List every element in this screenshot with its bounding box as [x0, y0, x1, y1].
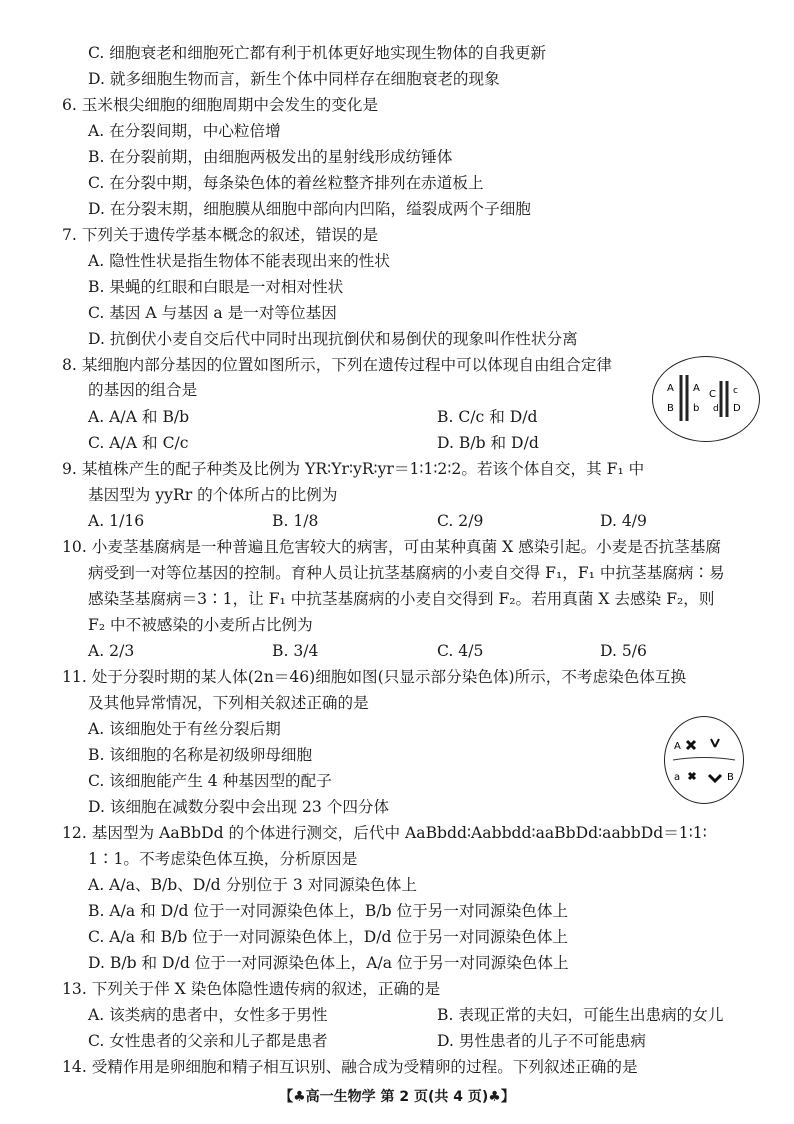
text-line: B. 表现正常的夫妇，可能生出患病的女儿: [437, 1006, 724, 1024]
text-line: D. 4/9: [600, 512, 647, 530]
text-line: 12. 基因型为 AaBbDd 的个体进行测交，后代中 AaBbdd∶Aabbdd∶aaBbDd∶aabbDd＝1∶1∶: [62, 824, 707, 842]
text-line: 及其他异常情况，下列相关叙述正确的是: [88, 694, 369, 712]
text-line: 9. 某植株产生的配子种类及比例为 YR∶Yr∶yR∶yr＝1∶1∶2∶2。若该个体自交，其 F₁ 中: [62, 460, 645, 478]
gene-label: D: [733, 403, 741, 414]
text-line: D. 5/6: [600, 642, 647, 660]
page-footer: 【♣高一生物学 第 2 页(共 4 页)♣】: [279, 1089, 515, 1105]
text-line: D. 就多细胞生物而言，新生个体中同样存在细胞衰老的现象: [88, 70, 500, 88]
text-line: B. 1/8: [272, 512, 319, 530]
text-line: A. 隐性性状是指生物体不能表现出来的性状: [88, 252, 390, 270]
gene-label: C: [709, 389, 716, 400]
q8-chromosome-diagram: [653, 357, 759, 441]
text-line: 基因型为 yyRr 的个体所占的比例为: [88, 486, 338, 504]
gene-label: a: [674, 772, 681, 783]
text-line: 8. 某细胞内部分基因的位置如图所示，下列在遗传过程中可以体现自由组合定律: [62, 356, 613, 374]
text-line: F₂ 中不被感染的小麦所占比例为: [88, 616, 313, 634]
q8-cell-figure: [652, 356, 760, 442]
text-line: A. 该类病的患者中，女性多于男性: [88, 1006, 328, 1024]
text-line: B. C/c 和 D/d: [437, 408, 538, 426]
text-line: 1∶1。不考虑染色体互换，分析原因是: [88, 850, 358, 868]
text-line: B. A/a 和 D/d 位于一对同源染色体上，B/b 位于另一对同源染色体上: [88, 902, 569, 920]
text-line: 13. 下列关于伴 X 染色体隐性遗传病的叙述，正确的是: [62, 980, 441, 998]
text-line: 的基因的组合是: [88, 381, 198, 399]
text-line: C. 细胞衰老和细胞死亡都有利于机体更好地实现生物体的自我更新: [88, 44, 546, 62]
text-line: 病受到一对等位基因的控制。育种人员让抗茎基腐病的小麦自交得 F₁，F₁ 中抗茎基腐病∶易: [88, 564, 725, 582]
chromosome-lower-left: [689, 773, 695, 779]
text-line: C. 基因 A 与基因 a 是一对等位基因: [88, 304, 337, 322]
text-line: 10. 小麦茎基腐病是一种普遍且危害较大的病害，可由某种真菌 X 感染引起。小麦是否抗茎基腐: [62, 538, 721, 556]
text-line: D. 该细胞在减数分裂中会出现 23 个四分体: [88, 798, 390, 816]
text-line: 14. 受精作用是卵细胞和精子相互识别、融合成为受精卵的过程。下列叙述正确的是: [62, 1058, 638, 1076]
chromosome-lower-right: [709, 775, 721, 781]
text-line: D. 抗倒伏小麦自交后代中同时出现抗倒伏和易倒伏的现象叫作性状分离: [88, 330, 578, 348]
q11-chromosome-diagram: [665, 717, 743, 803]
gene-label: A: [667, 383, 674, 394]
gene-label: c: [733, 386, 738, 396]
text-line: C. 该细胞能产生 4 种基因型的配子: [88, 772, 332, 790]
text-line: 6. 玉米根尖细胞的细胞周期中会发生的变化是: [62, 96, 379, 114]
text-line: B. 果蝇的红眼和白眼是一对相对性状: [88, 278, 344, 296]
gene-label: b: [693, 403, 700, 414]
text-line: D. B/b 和 D/d: [437, 434, 539, 452]
text-line: 11. 处于分裂时期的某人体(2n＝46)细胞如图(只显示部分染色体)所示，不考虑染色体互换: [62, 668, 687, 686]
text-line: D. 男性患者的儿子不可能患病: [437, 1032, 646, 1050]
text-line: C. 4/5: [437, 642, 484, 660]
gene-label: B: [727, 772, 734, 783]
chromosome-upper-right: [711, 739, 719, 747]
text-line: A. 1/16: [88, 512, 145, 530]
text-line: D. B/b 和 D/d 位于一对同源染色体上，A/a 位于另一对同源染色体上: [88, 954, 569, 972]
text-line: D. 在分裂末期，细胞膜从细胞中部向内凹陷，缢裂成两个子细胞: [88, 200, 531, 218]
text-line: C. 在分裂中期，每条染色体的着丝粒整齐排列在赤道板上: [88, 174, 484, 192]
text-line: B. 在分裂前期，由细胞两极发出的星射线形成纺锤体: [88, 148, 453, 166]
text-line: A. A/a、B/b、D/d 分别位于 3 对同源染色体上: [88, 876, 417, 894]
cell-plate-line: [673, 758, 735, 761]
text-line: 感染茎基腐病＝3∶1，让 F₁ 中抗茎基腐病的小麦自交得到 F₂。若用真菌 X 去感染 F₂，则: [88, 590, 715, 608]
text-line: C. A/a 和 B/b 位于一对同源染色体上，D/d 位于另一对同源染色体上: [88, 928, 569, 946]
text-line: A. 2/3: [88, 642, 135, 660]
gene-label: A: [693, 383, 700, 394]
text-line: C. 女性患者的父亲和儿子都是患者: [88, 1032, 328, 1050]
chromosome-upper-left: [687, 741, 695, 749]
text-line: A. 在分裂间期，中心粒倍增: [88, 122, 281, 140]
gene-label: B: [667, 403, 674, 414]
text-line: C. 2/9: [437, 512, 484, 530]
text-line: B. 该细胞的名称是初级卵母细胞: [88, 746, 313, 764]
text-line: C. A/A 和 C/c: [88, 434, 189, 452]
gene-label: A: [674, 741, 681, 752]
text-line: 7. 下列关于遗传学基本概念的叙述，错误的是: [62, 226, 379, 244]
q11-cell-figure: [664, 716, 744, 804]
text-line: B. 3/4: [272, 642, 319, 660]
gene-label: d: [713, 404, 719, 414]
text-line: A. 该细胞处于有丝分裂后期: [88, 720, 281, 738]
text-line: A. A/A 和 B/b: [88, 408, 190, 426]
